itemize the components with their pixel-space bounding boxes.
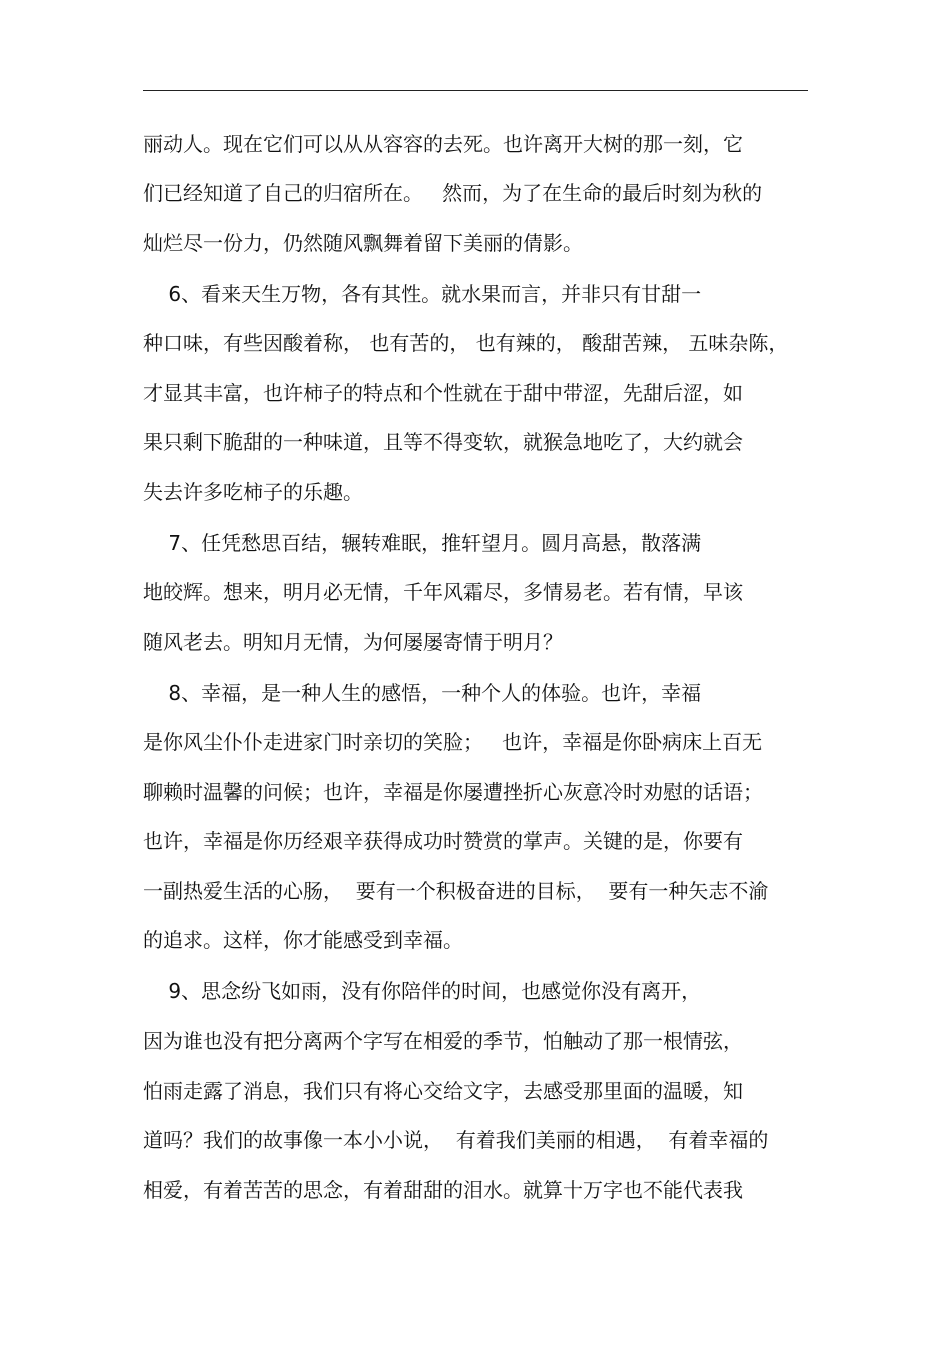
text-line: 也许，幸福是你历经艰辛获得成功时赞赏的掌声。关键的是，你要有 bbox=[143, 829, 743, 853]
text-line: 失去许多吃柿子的乐趣。 bbox=[143, 480, 363, 504]
text-line: 地皎辉。想来，明月必无情，千年风霜尽，多情易老。若有情，早该 bbox=[143, 580, 743, 604]
text-line: 才显其丰富，也许柿子的特点和个性就在于甜中带涩，先甜后涩，如 bbox=[143, 381, 743, 405]
text-line: 是你风尘仆仆走进家门时亲切的笑脸； 也许，幸福是你卧病床上百无 bbox=[143, 730, 763, 754]
text-line: 们已经知道了自己的归宿所在。 然而，为了在生命的最后时刻为秋的 bbox=[143, 181, 763, 205]
text-line: 8、幸福，是一种人生的感悟，一种个人的体验。也许，幸福 bbox=[143, 681, 702, 705]
text-line: 丽动人。现在它们可以从从容容的去死。也许离开大树的那一刻，它 bbox=[143, 132, 743, 156]
text-line: 7、任凭愁思百结，辗转难眠，推轩望月。圆月高悬，散落满 bbox=[143, 531, 702, 555]
header-rule bbox=[143, 90, 808, 91]
text-line: 相爱，有着苦苦的思念，有着甜甜的泪水。就算十万字也不能代表我 bbox=[143, 1178, 743, 1202]
text-line: 一副热爱生活的心肠， 要有一个积极奋进的目标， 要有一种矢志不渝 bbox=[143, 879, 769, 903]
text-line: 种口味，有些因酸着称， 也有苦的， 也有辣的， 酸甜苦辣， 五味杂陈， bbox=[143, 331, 789, 355]
text-line: 因为谁也没有把分离两个字写在相爱的季节，怕触动了那一根情弦， bbox=[143, 1029, 743, 1053]
text-line: 9、思念纷飞如雨，没有你陪伴的时间，也感觉你没有离开， bbox=[143, 979, 702, 1003]
text-line: 聊赖时温馨的问候；也许，幸福是你屡遭挫折心灰意冷时劝慰的话语； bbox=[143, 780, 763, 804]
text-line: 道吗？我们的故事像一本小小说， 有着我们美丽的相遇， 有着幸福的 bbox=[143, 1128, 769, 1152]
text-line: 果只剩下脆甜的一种味道，且等不得变软，就猴急地吃了，大约就会 bbox=[143, 430, 743, 454]
text-line: 怕雨走露了消息，我们只有将心交给文字，去感受那里面的温暖，知 bbox=[143, 1079, 743, 1103]
text-line: 灿烂尽一份力，仍然随风飘舞着留下美丽的倩影。 bbox=[143, 231, 583, 255]
text-line: 6、看来天生万物，各有其性。就水果而言，并非只有甘甜一 bbox=[143, 282, 702, 306]
text-line: 随风老去。明知月无情，为何屡屡寄情于明月？ bbox=[143, 630, 563, 654]
text-line: 的追求。这样，你才能感受到幸福。 bbox=[143, 928, 463, 952]
